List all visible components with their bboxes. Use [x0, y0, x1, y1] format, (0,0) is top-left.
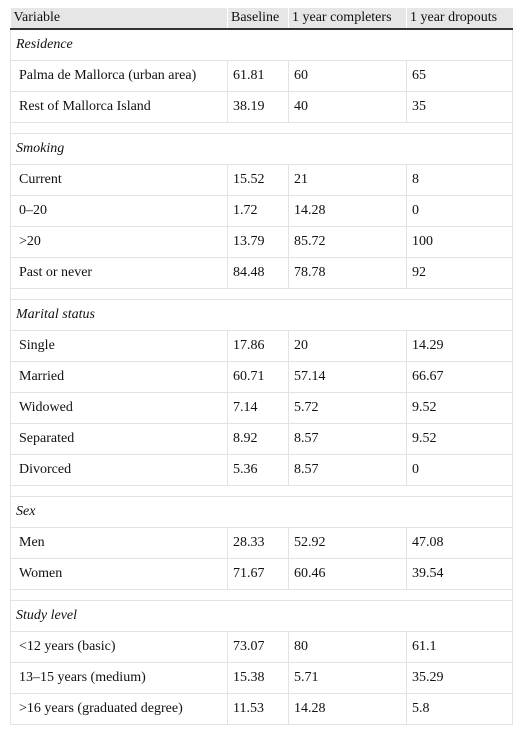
table-row [11, 528, 513, 559]
completers-cell: 5.72 [289, 393, 407, 424]
baseline-cell: 28.33 [228, 528, 289, 559]
variable-cell: <12 years (basic) [11, 632, 228, 663]
variable-cell: >20 [11, 227, 228, 258]
completers-cell: 14.28 [289, 694, 407, 725]
baseline-cell: 73.07 [228, 632, 289, 663]
completers-cell: 78.78 [289, 258, 407, 289]
table-row [11, 424, 513, 455]
section-title: Smoking [11, 134, 513, 165]
dropouts-cell: 100 [407, 227, 513, 258]
data-table [10, 8, 513, 725]
completers-cell: 60 [289, 61, 407, 92]
table-body [11, 29, 513, 725]
completers-cell: 80 [289, 632, 407, 663]
variable-cell: Palma de Mallorca (urban area) [11, 61, 228, 92]
baseline-cell: 84.48 [228, 258, 289, 289]
completers-cell: 20 [289, 331, 407, 362]
variable-cell: Men [11, 528, 228, 559]
table-row [11, 196, 513, 227]
dropouts-cell: 66.67 [407, 362, 513, 393]
dropouts-cell: 35.29 [407, 663, 513, 694]
spacer-cell [11, 486, 513, 497]
header-variable: Variable [11, 8, 228, 29]
table-row [11, 559, 513, 590]
completers-cell: 85.72 [289, 227, 407, 258]
variable-cell: Rest of Mallorca Island [11, 92, 228, 123]
section-spacer [11, 486, 513, 497]
completers-cell: 8.57 [289, 424, 407, 455]
baseline-cell: 71.67 [228, 559, 289, 590]
header-baseline: Baseline [228, 8, 289, 29]
baseline-cell: 11.53 [228, 694, 289, 725]
table-row [11, 694, 513, 725]
variable-cell: 13–15 years (medium) [11, 663, 228, 694]
baseline-cell: 8.92 [228, 424, 289, 455]
variable-cell: Widowed [11, 393, 228, 424]
section-spacer [11, 123, 513, 134]
dropouts-cell: 39.54 [407, 559, 513, 590]
table-row [11, 227, 513, 258]
section-title: Sex [11, 497, 513, 528]
table-row [11, 455, 513, 486]
header-row [11, 8, 513, 29]
dropouts-cell: 47.08 [407, 528, 513, 559]
section-header-row [11, 300, 513, 331]
baseline-cell: 15.38 [228, 663, 289, 694]
dropouts-cell: 9.52 [407, 393, 513, 424]
baseline-cell: 38.19 [228, 92, 289, 123]
dropouts-cell: 5.8 [407, 694, 513, 725]
table-row [11, 61, 513, 92]
baseline-cell: 7.14 [228, 393, 289, 424]
baseline-cell: 60.71 [228, 362, 289, 393]
table-row [11, 165, 513, 196]
baseline-cell: 5.36 [228, 455, 289, 486]
variable-cell: Women [11, 559, 228, 590]
completers-cell: 5.71 [289, 663, 407, 694]
header-dropouts: 1 year dropouts [407, 8, 513, 29]
section-spacer [11, 289, 513, 300]
baseline-cell: 61.81 [228, 61, 289, 92]
section-header-row [11, 29, 513, 61]
variable-cell: Married [11, 362, 228, 393]
dropouts-cell: 65 [407, 61, 513, 92]
table-row [11, 663, 513, 694]
variable-cell: Single [11, 331, 228, 362]
table-row [11, 632, 513, 663]
dropouts-cell: 9.52 [407, 424, 513, 455]
table-row [11, 92, 513, 123]
spacer-cell [11, 590, 513, 601]
completers-cell: 8.57 [289, 455, 407, 486]
spacer-cell [11, 123, 513, 134]
baseline-cell: 15.52 [228, 165, 289, 196]
dropouts-cell: 92 [407, 258, 513, 289]
completers-cell: 57.14 [289, 362, 407, 393]
table-row [11, 258, 513, 289]
section-header-row [11, 134, 513, 165]
section-spacer [11, 590, 513, 601]
dropouts-cell: 35 [407, 92, 513, 123]
completers-cell: 21 [289, 165, 407, 196]
dropouts-cell: 0 [407, 196, 513, 227]
header-completers: 1 year completers [289, 8, 407, 29]
spacer-cell [11, 289, 513, 300]
variable-cell: Past or never [11, 258, 228, 289]
baseline-cell: 17.86 [228, 331, 289, 362]
completers-cell: 52.92 [289, 528, 407, 559]
variable-cell: Separated [11, 424, 228, 455]
variable-cell: >16 years (graduated degree) [11, 694, 228, 725]
dropouts-cell: 61.1 [407, 632, 513, 663]
variable-cell: Current [11, 165, 228, 196]
completers-cell: 60.46 [289, 559, 407, 590]
table-row [11, 331, 513, 362]
dropouts-cell: 8 [407, 165, 513, 196]
section-title: Study level [11, 601, 513, 632]
section-title: Marital status [11, 300, 513, 331]
variable-cell: Divorced [11, 455, 228, 486]
section-title: Residence [11, 29, 513, 61]
section-header-row [11, 497, 513, 528]
table-row [11, 362, 513, 393]
completers-cell: 40 [289, 92, 407, 123]
section-header-row [11, 601, 513, 632]
dropouts-cell: 0 [407, 455, 513, 486]
baseline-cell: 1.72 [228, 196, 289, 227]
dropouts-cell: 14.29 [407, 331, 513, 362]
completers-cell: 14.28 [289, 196, 407, 227]
variable-cell: 0–20 [11, 196, 228, 227]
baseline-cell: 13.79 [228, 227, 289, 258]
table-row [11, 393, 513, 424]
